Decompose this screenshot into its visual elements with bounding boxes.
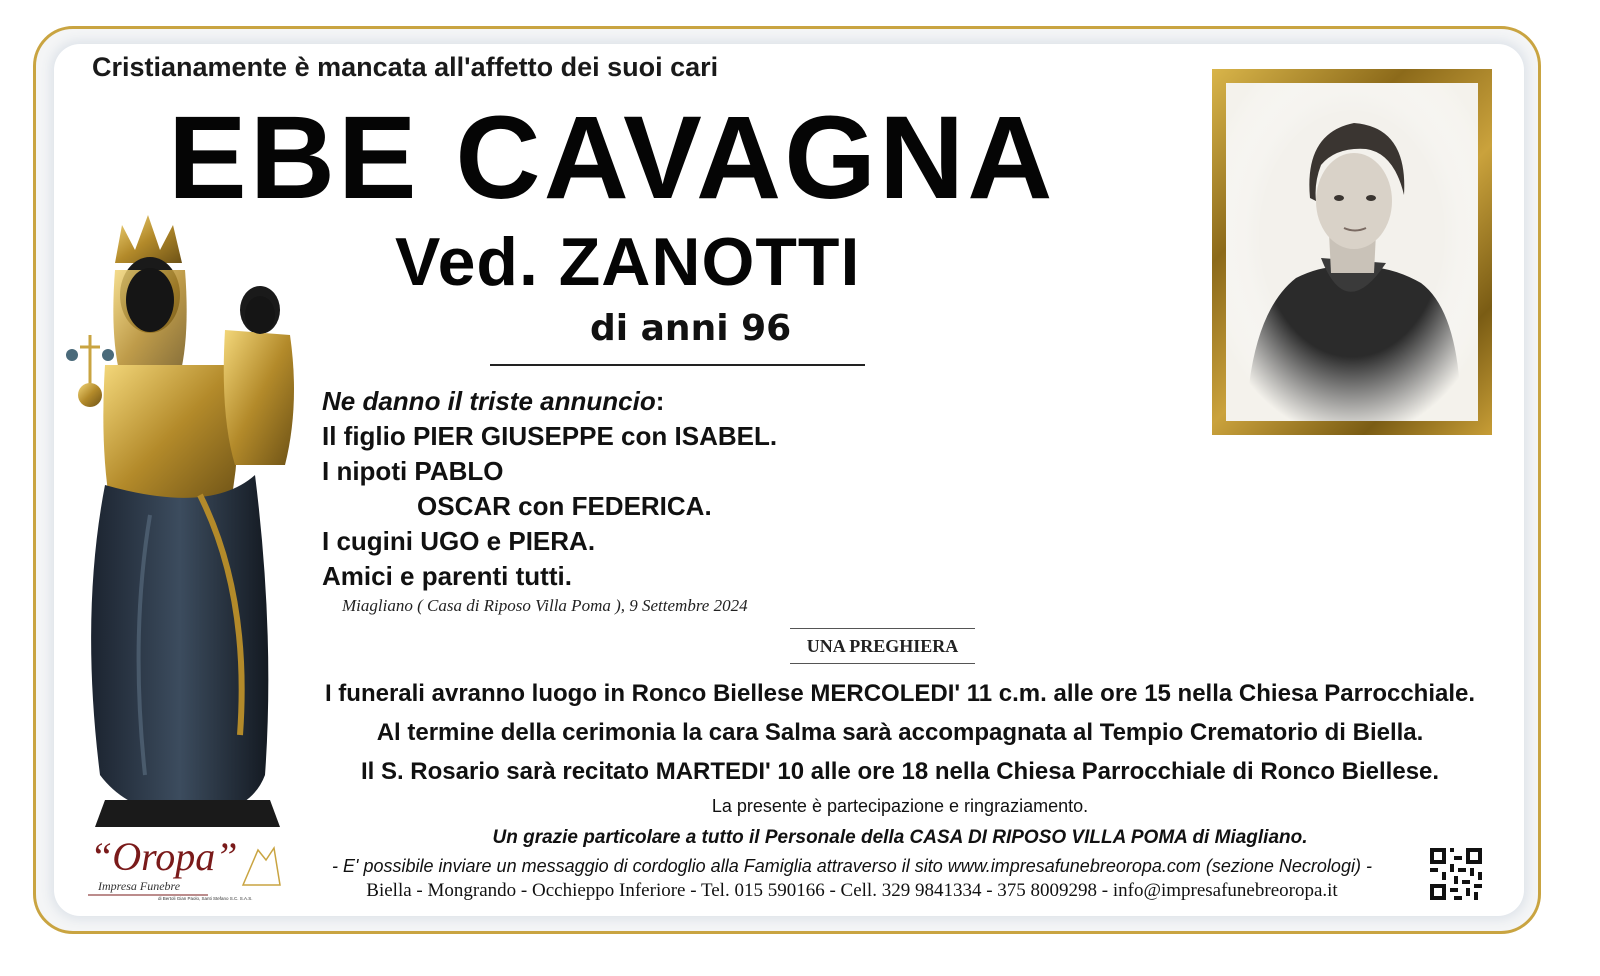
funeral-line-2: Al termine della cerimonia la cara Salma sarà accompagnata al Tempio Crematorio di Biella. (376, 719, 1424, 746)
qr-code-icon[interactable] (1430, 848, 1482, 900)
contacts-line: Biella - Mongrando - Occhieppo Inferiore - Tel. 015 590166 - Cell. 329 9841334 - 375 8009298 - info@impresafunebreoropa.it (366, 880, 1338, 901)
family-line: Amici e parenti tutti. (322, 561, 572, 591)
svg-text:di Bertoli Gian Paolo, Santi S: di Bertoli Gian Paolo, Santi Stefano S.C. S.A.S. (158, 896, 253, 901)
family-line: Il figlio PIER GIUSEPPE con ISABEL. (322, 421, 778, 451)
title-divider (490, 364, 865, 366)
participation-note: La presente è partecipazione e ringraziamento. (711, 796, 1089, 816)
deceased-name: EBE CAVAGNA (168, 92, 1056, 224)
prayer-label: UNA PREGHIERA (790, 628, 975, 664)
funeral-line-1: I funerali avranno luogo in Ronco Biellese MERCOLEDI' 11 c.m. alle ore 15 nella Chiesa Parrocchiale. (324, 680, 1476, 707)
portrait-photo (1212, 69, 1492, 435)
intro-text: Cristianamente è mancata all'affetto dei suoi cari (92, 52, 719, 82)
condolence-line: - E' possibile inviare un messaggio di cordoglio alla Famiglia attraverso il sito www.impresafunebreoropa.com (sezione Necrologi) - (332, 856, 1372, 876)
svg-text:Impresa Funebre: Impresa Funebre (98, 879, 181, 893)
age-text: di anni 96 (590, 308, 792, 349)
family-line: I nipoti PABLO (322, 456, 504, 486)
family-lead-colon: : (655, 386, 665, 416)
widow-of-name: Ved. ZANOTTI (395, 224, 861, 300)
funeral-home-logo (88, 830, 283, 902)
thanks-line: Un grazie particolare a tutto il Personale della CASA DI RIPOSO VILLA POMA di Miagliano. (492, 827, 1308, 848)
rosary-line: Il S. Rosario sarà recitato MARTEDI' 10 alle ore 18 nella Chiesa Parrocchiale di Ronco Biellese. (360, 758, 1440, 785)
family-line: I cugini UGO e PIERA. (322, 526, 596, 556)
portrait-silhouette-icon (1226, 83, 1478, 421)
family-lead-line (322, 384, 777, 419)
place-date: Miagliano ( Casa di Riposo Villa Poma ), 9 Settembre 2024 (342, 596, 748, 615)
family-line: OSCAR con FEDERICA. (417, 491, 712, 521)
svg-text:“Oropa”: “Oropa” (90, 834, 238, 879)
family-announcement (322, 384, 777, 594)
family-lead: Ne danno il triste annuncio (322, 386, 656, 416)
